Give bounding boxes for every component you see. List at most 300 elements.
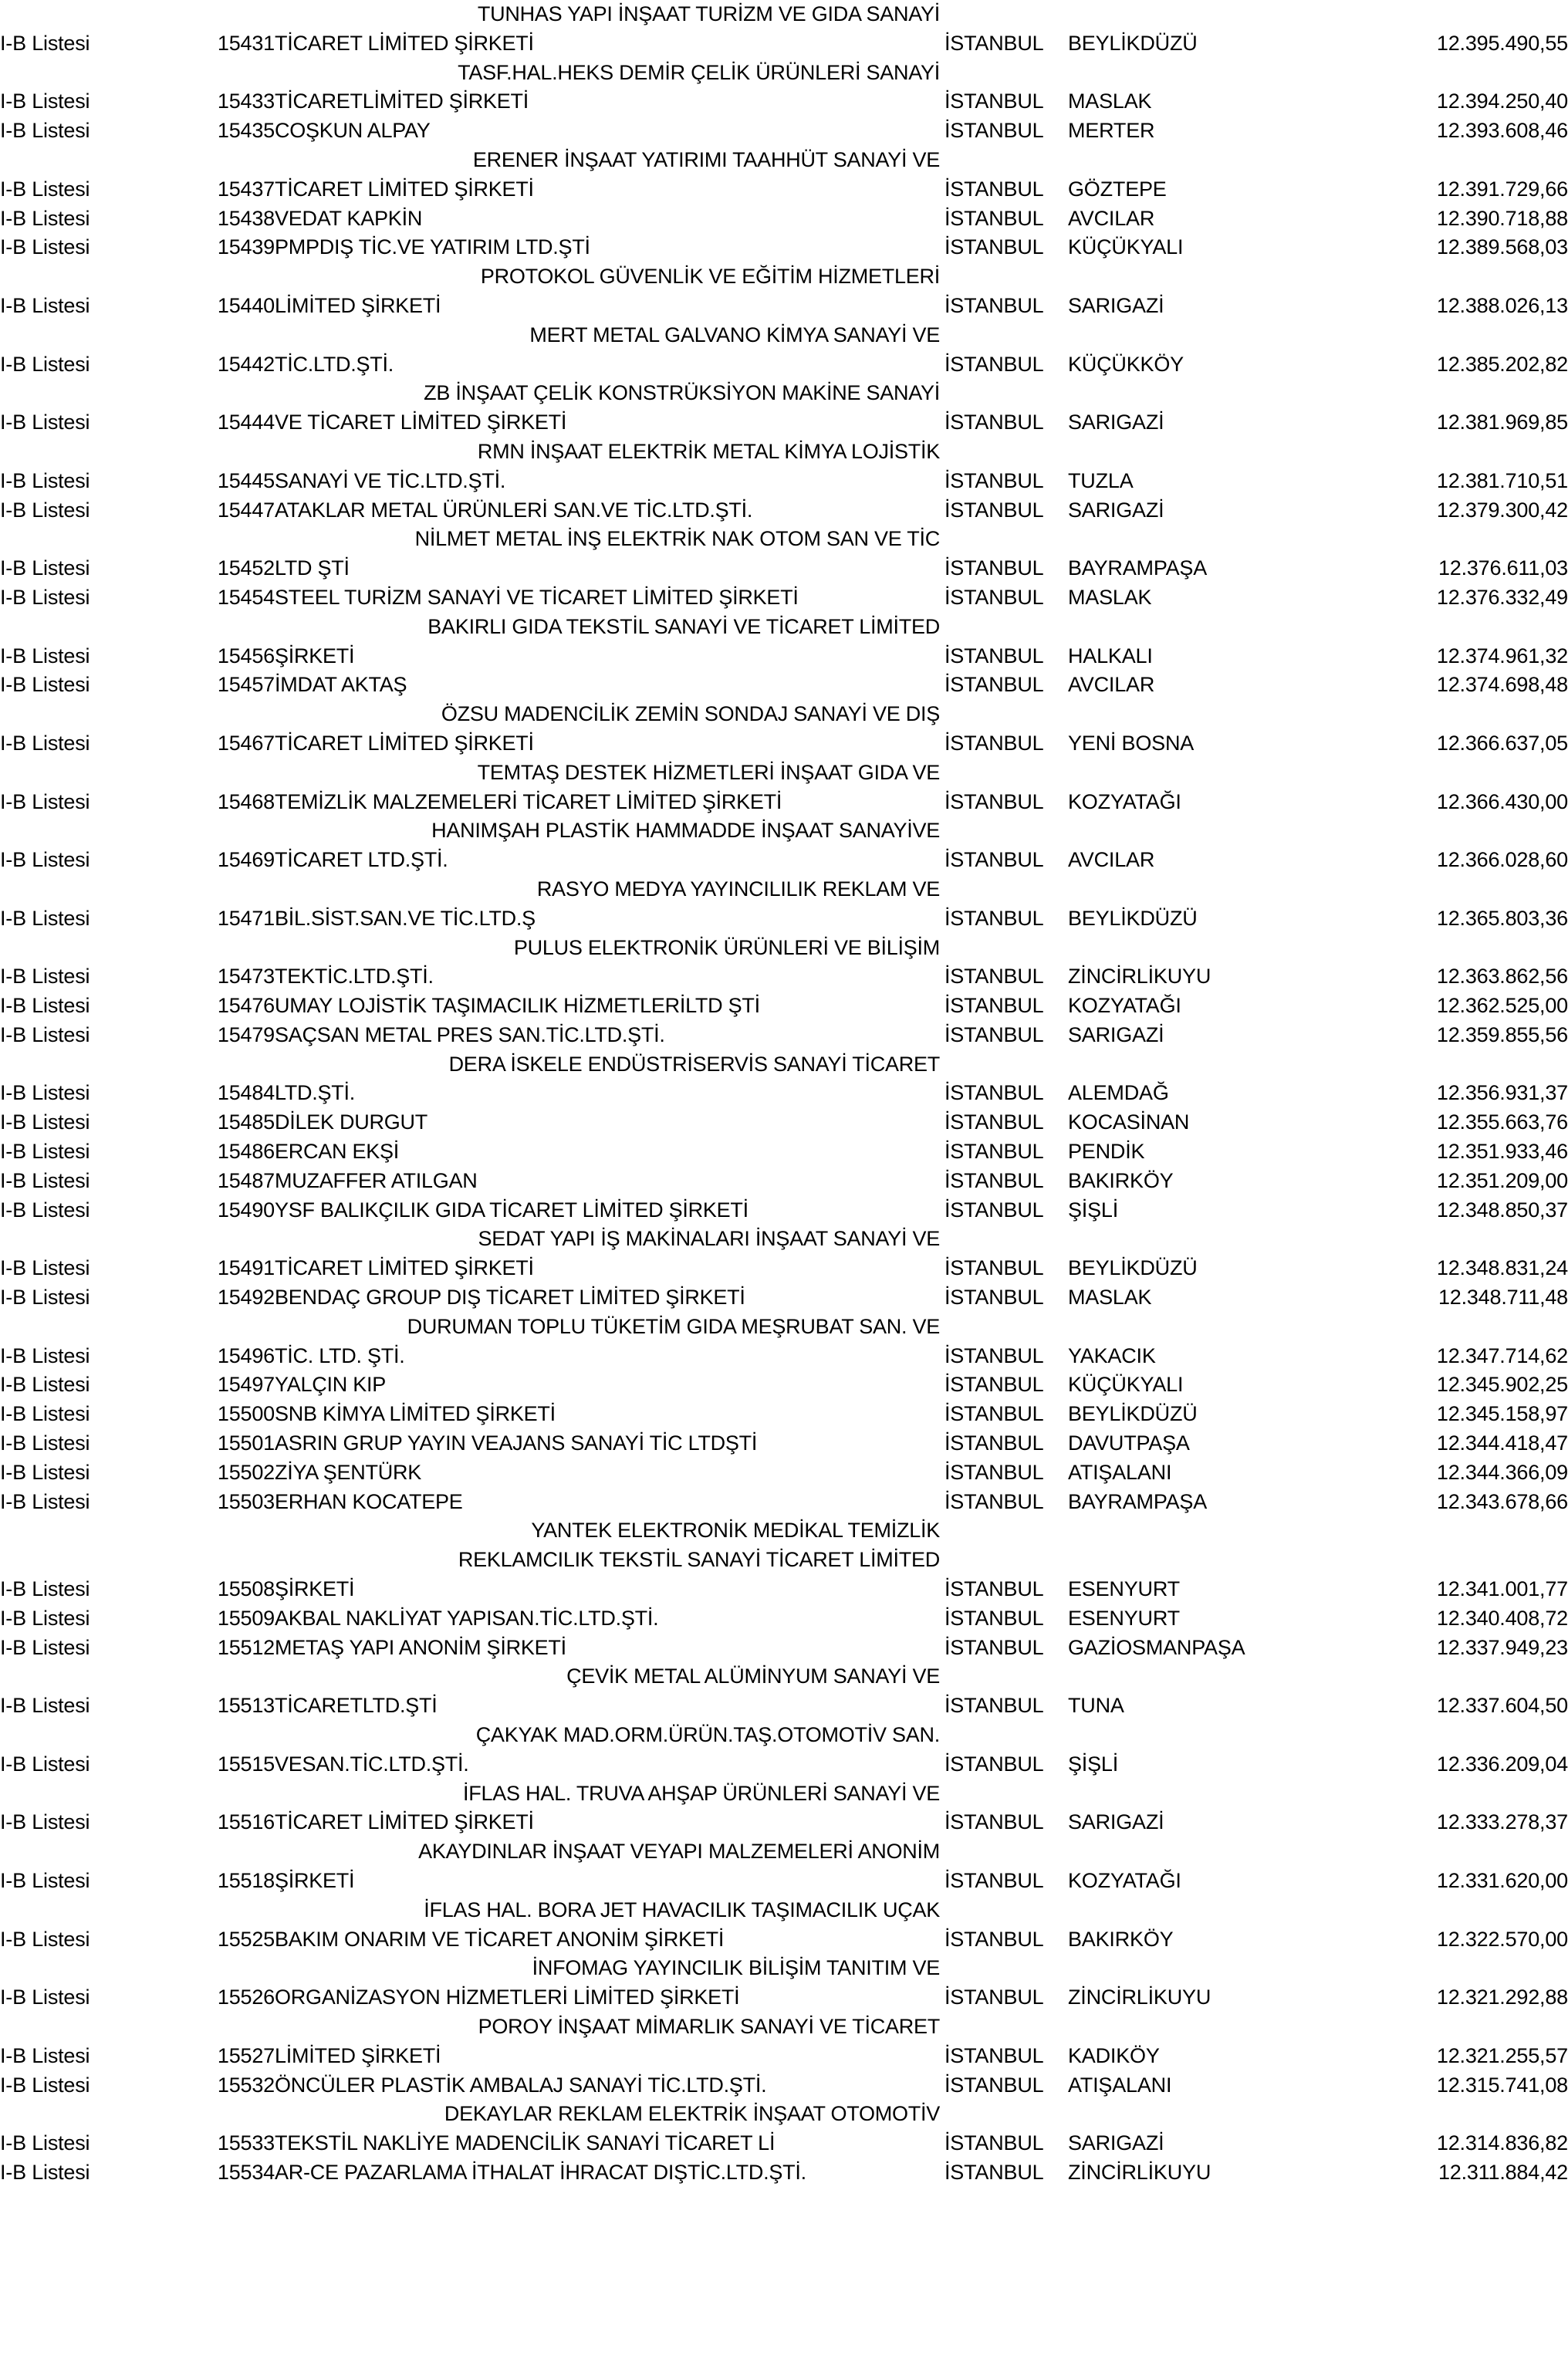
city: İSTANBUL: [945, 1168, 1044, 1192]
district: KOZYATAĞI: [1068, 994, 1181, 1018]
row-number: 15476: [217, 994, 275, 1018]
company-name: İMDAT AKTAŞ: [275, 673, 407, 697]
list-type: I-B Listesi: [0, 177, 90, 201]
city-blank: [945, 1516, 1068, 1546]
list-type: I-B Listesi: [0, 1140, 90, 1164]
row-number: 15512: [217, 1635, 275, 1659]
company-name-line: TASF.HAL.HEKS DEMİR ÇELİK ÜRÜNLERİ SANAYİ: [458, 60, 940, 84]
table-row: [0, 1254, 1568, 1283]
table-row: [0, 1400, 1568, 1429]
table-row: [0, 204, 1568, 234]
city: İSTANBUL: [945, 1810, 1044, 1834]
list-type-blank: [0, 1050, 181, 1080]
amount: 12.344.418,47: [1436, 1431, 1568, 1455]
row-number: 15467: [217, 731, 275, 755]
company-name: TİCARET LİMİTED ŞİRKETİ: [275, 1256, 534, 1280]
amount: 12.366.430,00: [1436, 789, 1568, 813]
company-name: PMPDIŞ TİC.VE YATIRIM LTD.ŞTİ: [275, 235, 590, 259]
table-row: [0, 1634, 1568, 1663]
list-type: I-B Listesi: [0, 498, 90, 522]
district-blank: [1068, 934, 1292, 963]
company-name: TEKTİC.LTD.ŞTİ.: [275, 965, 434, 989]
amount: 12.374.961,32: [1436, 644, 1568, 667]
list-type: I-B Listesi: [0, 468, 90, 492]
city: İSTANBUL: [945, 235, 1044, 259]
amount: 12.315.741,08: [1436, 2073, 1568, 2097]
table-row: [0, 1079, 1568, 1108]
company-name: TİCARETLTD.ŞTİ: [275, 1694, 438, 1718]
amount-blank: [1292, 816, 1568, 846]
company-name-line: SEDAT YAPI İŞ MAKİNALARI İNŞAAT SANAYİ VE: [478, 1227, 940, 1251]
city-blank: [945, 146, 1068, 175]
table-row: [0, 1429, 1568, 1458]
list-type-blank: [0, 146, 181, 175]
list-type: I-B Listesi: [0, 293, 90, 317]
company-name: ORGANİZASYON HİZMETLERİ LİMİTED ŞİRKETİ: [275, 1986, 740, 2009]
district-blank: [1068, 613, 1292, 642]
amount-blank: [1292, 2013, 1568, 2042]
list-type: I-B Listesi: [0, 1460, 90, 1484]
row-number-blank: [181, 321, 275, 350]
row-number: 15496: [217, 1343, 275, 1367]
table-row: [0, 1488, 1568, 1517]
amount: 12.376.611,03: [1438, 556, 1568, 580]
city: İSTANBUL: [945, 906, 1044, 930]
row-number-blank: [181, 1954, 275, 1983]
table-row: [0, 671, 1568, 700]
amount-blank: [1292, 934, 1568, 963]
list-type-blank: [0, 59, 181, 88]
city: İSTANBUL: [945, 411, 1044, 434]
list-type: I-B Listesi: [0, 90, 90, 113]
city-blank: [945, 59, 1068, 88]
list-type: I-B Listesi: [0, 1694, 90, 1718]
row-number: 15447: [217, 498, 275, 522]
row-number: 15497: [217, 1373, 275, 1397]
row-number-blank: [181, 613, 275, 642]
district: BEYLİKDÜZÜ: [1068, 1256, 1198, 1280]
district: ŞİŞLİ: [1068, 1752, 1119, 1776]
row-number-blank: [181, 1546, 275, 1575]
district-blank: [1068, 816, 1292, 846]
row-number: 15533: [217, 2131, 275, 2155]
row-number-blank: [181, 875, 275, 904]
city: İSTANBUL: [945, 2131, 1044, 2155]
amount-blank: [1292, 2100, 1568, 2129]
district: ZİNCİRLİKUYU: [1068, 1986, 1211, 2009]
table-row-namewrap: [0, 1779, 1568, 1809]
table-row: [0, 729, 1568, 759]
table-row-namewrap: [0, 1721, 1568, 1750]
list-type: I-B Listesi: [0, 906, 90, 930]
row-number-blank: [181, 1662, 275, 1692]
district: TUZLA: [1068, 468, 1134, 492]
city-blank: [945, 0, 1068, 29]
list-type-blank: [0, 1662, 181, 1692]
table-row: [0, 175, 1568, 204]
table-row: [0, 87, 1568, 117]
row-number-blank: [181, 2013, 275, 2042]
district-blank: [1068, 1721, 1292, 1750]
amount: 12.381.710,51: [1436, 468, 1568, 492]
row-number: 15444: [217, 411, 275, 434]
district: BEYLİKDÜZÜ: [1068, 1402, 1198, 1426]
district: SARIGAZİ: [1068, 411, 1164, 434]
city-blank: [945, 1050, 1068, 1080]
table-row-namewrap: [0, 1050, 1568, 1080]
city-blank: [945, 875, 1068, 904]
city: İSTANBUL: [945, 1256, 1044, 1280]
amount: 12.366.028,60: [1436, 848, 1568, 872]
company-name: VE TİCARET LİMİTED ŞİRKETİ: [275, 411, 567, 434]
city: İSTANBUL: [945, 1752, 1044, 1776]
city-blank: [945, 1954, 1068, 1983]
row-number: 15526: [217, 1986, 275, 2009]
table-row: [0, 1137, 1568, 1167]
list-type-blank: [0, 934, 181, 963]
district: MASLAK: [1068, 90, 1152, 113]
list-type: I-B Listesi: [0, 848, 90, 872]
table-row-namewrap: [0, 2013, 1568, 2042]
table-row: [0, 117, 1568, 146]
city: İSTANBUL: [945, 2043, 1044, 2067]
company-name: MUZAFFER ATILGAN: [275, 1168, 478, 1192]
district: KADIKÖY: [1068, 2043, 1160, 2067]
row-number-blank: [181, 525, 275, 554]
list-type-blank: [0, 2013, 181, 2042]
amount: 12.337.949,23: [1436, 1635, 1568, 1659]
district: KÜÇÜKKÖY: [1068, 352, 1184, 376]
table-row-namewrap: [0, 1546, 1568, 1575]
company-name-line: BAKIRLI GIDA TEKSTİL SANAYİ VE TİCARET LİMİTED: [427, 614, 940, 638]
district: TUNA: [1068, 1694, 1124, 1718]
amount-blank: [1292, 262, 1568, 292]
city-blank: [945, 1662, 1068, 1692]
district: HALKALI: [1068, 644, 1153, 667]
row-number: 15439: [217, 235, 275, 259]
city-blank: [945, 1313, 1068, 1342]
list-type-blank: [0, 700, 181, 729]
table-row: [0, 1167, 1568, 1196]
row-number: 15486: [217, 1140, 275, 1164]
row-number: 15469: [217, 848, 275, 872]
list-type: I-B Listesi: [0, 673, 90, 697]
district: BAKIRKÖY: [1068, 1168, 1174, 1192]
table-row-namewrap: [0, 438, 1568, 467]
row-number: 15534: [217, 2160, 275, 2184]
amount-blank: [1292, 525, 1568, 554]
row-number-blank: [181, 438, 275, 467]
company-name: TİCARET LİMİTED ŞİRKETİ: [275, 731, 534, 755]
amount: 12.388.026,13: [1436, 293, 1568, 317]
list-type: I-B Listesi: [0, 1022, 90, 1046]
row-number: 15468: [217, 789, 275, 813]
city: İSTANBUL: [945, 1022, 1044, 1046]
list-type-blank: [0, 1313, 181, 1342]
city: İSTANBUL: [945, 1402, 1044, 1426]
amount-blank: [1292, 146, 1568, 175]
table-row-namewrap: [0, 0, 1568, 29]
table-row: [0, 1575, 1568, 1604]
list-type: I-B Listesi: [0, 1869, 90, 1892]
list-type-blank: [0, 438, 181, 467]
district-blank: [1068, 2100, 1292, 2129]
district: BEYLİKDÜZÜ: [1068, 31, 1198, 55]
list-type: I-B Listesi: [0, 1986, 90, 2009]
company-name-line: DERA İSKELE ENDÜSTRİSERVİS SANAYİ TİCARET: [448, 1052, 940, 1076]
list-type-blank: [0, 759, 181, 788]
company-name-line: İFLAS HAL. BORA JET HAVACILIK TAŞIMACILIK UÇAK: [424, 1898, 940, 1921]
company-name: TEMİZLİK MALZEMELERİ TİCARET LİMİTED ŞİRKETİ: [275, 789, 782, 813]
city: İSTANBUL: [945, 2073, 1044, 2097]
amount: 12.391.729,66: [1436, 177, 1568, 201]
amount: 12.376.332,49: [1436, 585, 1568, 609]
row-number: 15490: [217, 1198, 275, 1222]
amount-blank: [1292, 1779, 1568, 1809]
list-type: I-B Listesi: [0, 411, 90, 434]
amount: 12.322.570,00: [1436, 1927, 1568, 1951]
amount: 12.390.718,88: [1436, 206, 1568, 230]
table-row-namewrap: [0, 759, 1568, 788]
district: KOZYATAĞI: [1068, 789, 1181, 813]
amount: 12.336.209,04: [1436, 1752, 1568, 1776]
row-number: 15501: [217, 1431, 275, 1455]
company-name: ŞİRKETİ: [275, 1577, 355, 1601]
row-number: 15518: [217, 1869, 275, 1892]
table-row: [0, 846, 1568, 875]
district-blank: [1068, 1546, 1292, 1575]
table-row: [0, 1458, 1568, 1488]
amount: 12.311.884,42: [1438, 2160, 1568, 2184]
amount-blank: [1292, 1313, 1568, 1342]
city: İSTANBUL: [945, 673, 1044, 697]
city: İSTANBUL: [945, 1343, 1044, 1367]
city: İSTANBUL: [945, 206, 1044, 230]
district-blank: [1068, 1954, 1292, 1983]
amount-blank: [1292, 1896, 1568, 1925]
company-name: LTD ŞTİ: [275, 556, 350, 580]
list-type: I-B Listesi: [0, 644, 90, 667]
list-type: I-B Listesi: [0, 2073, 90, 2097]
district-blank: [1068, 700, 1292, 729]
city-blank: [945, 525, 1068, 554]
district: SARIGAZİ: [1068, 293, 1164, 317]
district-blank: [1068, 438, 1292, 467]
amount: 12.385.202,82: [1436, 352, 1568, 376]
list-type: I-B Listesi: [0, 965, 90, 989]
amount: 12.362.525,00: [1436, 994, 1568, 1018]
list-type-blank: [0, 1779, 181, 1809]
company-name-line: NİLMET METAL İNŞ ELEKTRİK NAK OTOM SAN VE TİC: [414, 527, 940, 551]
city: İSTANBUL: [945, 789, 1044, 813]
company-name: BİL.SİST.SAN.VE TİC.LTD.Ş: [275, 906, 536, 930]
district: ATIŞALANI: [1068, 2073, 1172, 2097]
row-number: 15484: [217, 1081, 275, 1105]
company-name-line: ZB İNŞAAT ÇELİK KONSTRÜKSİYON MAKİNE SANAYİ: [424, 381, 940, 405]
district-blank: [1068, 1313, 1292, 1342]
list-type-blank: [0, 875, 181, 904]
list-type-blank: [0, 816, 181, 846]
row-number: 15508: [217, 1577, 275, 1601]
district-blank: [1068, 525, 1292, 554]
company-name: BENDAÇ GROUP DIŞ TİCARET LİMİTED ŞİRKETİ: [275, 1286, 745, 1310]
table-row: [0, 1604, 1568, 1634]
district: BAKIRKÖY: [1068, 1927, 1174, 1951]
row-number: 15471: [217, 906, 275, 930]
company-name-line: POROY İNŞAAT MİMARLIK SANAYİ VE TİCARET: [478, 2014, 940, 2038]
table-row: [0, 642, 1568, 671]
list-type-blank: [0, 379, 181, 408]
city-blank: [945, 1837, 1068, 1867]
amount-blank: [1292, 59, 1568, 88]
city: İSTANBUL: [945, 1694, 1044, 1718]
table-row: [0, 2129, 1568, 2158]
city: İSTANBUL: [945, 848, 1044, 872]
list-type: I-B Listesi: [0, 2160, 90, 2184]
amount: 12.348.831,24: [1436, 1256, 1568, 1280]
row-number: 15487: [217, 1168, 275, 1192]
district: ESENYURT: [1068, 1577, 1180, 1601]
district: AVCILAR: [1068, 673, 1155, 697]
company-name: LTD.ŞTİ.: [275, 1081, 356, 1105]
company-name-line: İFLAS HAL. TRUVA AHŞAP ÜRÜNLERİ SANAYİ VE: [463, 1781, 940, 1805]
district: AVCILAR: [1068, 206, 1155, 230]
list-type: I-B Listesi: [0, 1343, 90, 1367]
amount: 12.321.255,57: [1436, 2043, 1568, 2067]
city-blank: [945, 934, 1068, 963]
city-blank: [945, 1721, 1068, 1750]
company-name: ATAKLAR METAL ÜRÜNLERİ SAN.VE TİC.LTD.ŞTİ.: [275, 498, 753, 522]
list-type: I-B Listesi: [0, 1110, 90, 1134]
table-row: [0, 1108, 1568, 1137]
row-number: 15433: [217, 90, 275, 113]
company-name-line: ÇAKYAK MAD.ORM.ÜRÜN.TAŞ.OTOMOTİV SAN.: [475, 1723, 940, 1747]
city-blank: [945, 816, 1068, 846]
table-row: [0, 1370, 1568, 1400]
district-blank: [1068, 0, 1292, 29]
list-type-blank: [0, 0, 181, 29]
table-row: [0, 408, 1568, 438]
city-blank: [945, 321, 1068, 350]
city-blank: [945, 262, 1068, 292]
company-name: VESAN.TİC.LTD.ŞTİ.: [275, 1752, 469, 1776]
city: İSTANBUL: [945, 585, 1044, 609]
row-number: 15479: [217, 1022, 275, 1046]
district: SARIGAZİ: [1068, 1810, 1164, 1834]
table-row-namewrap: [0, 321, 1568, 350]
city-blank: [945, 1896, 1068, 1925]
city-blank: [945, 1779, 1068, 1809]
company-name: METAŞ YAPI ANONİM ŞİRKETİ: [275, 1635, 566, 1659]
amount: 12.363.862,56: [1436, 965, 1568, 989]
district-blank: [1068, 1662, 1292, 1692]
amount-blank: [1292, 1050, 1568, 1080]
district: BEYLİKDÜZÜ: [1068, 906, 1198, 930]
amount-blank: [1292, 613, 1568, 642]
table-row: [0, 1750, 1568, 1779]
table-row-namewrap: [0, 2100, 1568, 2129]
amount: 12.394.250,40: [1436, 90, 1568, 113]
list-type: I-B Listesi: [0, 2131, 90, 2155]
city-blank: [945, 700, 1068, 729]
city: İSTANBUL: [945, 468, 1044, 492]
city: İSTANBUL: [945, 177, 1044, 201]
row-number: 15456: [217, 644, 275, 667]
table-row-namewrap: [0, 875, 1568, 904]
amount: 12.348.711,48: [1438, 1286, 1568, 1310]
amount-blank: [1292, 0, 1568, 29]
table-row: [0, 583, 1568, 613]
company-name-line: YANTEK ELEKTRONİK MEDİKAL TEMİZLİK: [531, 1519, 940, 1543]
district: MASLAK: [1068, 1286, 1152, 1310]
company-name-line: DEKAYLAR REKLAM ELEKTRİK İNŞAAT OTOMOTİV: [444, 2102, 940, 2126]
district: ALEMDAĞ: [1068, 1081, 1169, 1105]
row-number: 15485: [217, 1110, 275, 1134]
table-row: [0, 2042, 1568, 2071]
company-name: STEEL TURİZM SANAYİ VE TİCARET LİMİTED ŞİRKETİ: [275, 585, 799, 609]
company-name: LİMİTED ŞİRKETİ: [275, 2043, 441, 2067]
table-row: [0, 233, 1568, 262]
district-blank: [1068, 146, 1292, 175]
amount: 12.337.604,50: [1436, 1694, 1568, 1718]
amount-blank: [1292, 1662, 1568, 1692]
table-row: [0, 1342, 1568, 1371]
amount: 12.379.300,42: [1436, 498, 1568, 522]
company-name: YALÇIN KIP: [275, 1373, 387, 1397]
list-type-blank: [0, 1954, 181, 1983]
district: BAYRAMPAŞA: [1068, 1489, 1208, 1513]
amount: 12.389.568,03: [1436, 235, 1568, 259]
city: İSTANBUL: [945, 965, 1044, 989]
row-number: 15503: [217, 1489, 275, 1513]
city: İSTANBUL: [945, 119, 1044, 143]
row-number: 15516: [217, 1810, 275, 1834]
row-number: 15438: [217, 206, 275, 230]
district: PENDİK: [1068, 1140, 1145, 1164]
company-name: LİMİTED ŞİRKETİ: [275, 293, 441, 317]
list-type: I-B Listesi: [0, 1606, 90, 1630]
amount: 12.343.678,66: [1436, 1489, 1568, 1513]
row-number-blank: [181, 379, 275, 408]
amount: 12.366.637,05: [1436, 731, 1568, 755]
list-type-blank: [0, 525, 181, 554]
row-number-blank: [181, 1837, 275, 1867]
list-type: I-B Listesi: [0, 2043, 90, 2067]
list-type: I-B Listesi: [0, 1810, 90, 1834]
company-name: TİCARET LTD.ŞTİ.: [275, 848, 448, 872]
row-number-blank: [181, 59, 275, 88]
amount: 12.333.278,37: [1436, 1810, 1568, 1834]
district: ATIŞALANI: [1068, 1460, 1172, 1484]
company-name: TİC.LTD.ŞTİ.: [275, 352, 394, 376]
district-blank: [1068, 759, 1292, 788]
amount: 12.341.001,77: [1436, 1577, 1568, 1601]
city: İSTANBUL: [945, 1927, 1044, 1951]
company-name: SNB KİMYA LİMİTED ŞİRKETİ: [275, 1402, 556, 1426]
city: İSTANBUL: [945, 352, 1044, 376]
city-blank: [945, 1225, 1068, 1254]
list-type-blank: [0, 1837, 181, 1867]
company-name: ERCAN EKŞİ: [275, 1140, 400, 1164]
row-number: 15457: [217, 673, 275, 697]
company-name: BAKIM ONARIM VE TİCARET ANONİM ŞİRKETİ: [275, 1927, 725, 1951]
list-type: I-B Listesi: [0, 1431, 90, 1455]
row-number: 15440: [217, 293, 275, 317]
amount-blank: [1292, 1954, 1568, 1983]
table-row: [0, 1808, 1568, 1837]
company-name: COŞKUN ALPAY: [275, 119, 431, 143]
table-row-namewrap: [0, 525, 1568, 554]
